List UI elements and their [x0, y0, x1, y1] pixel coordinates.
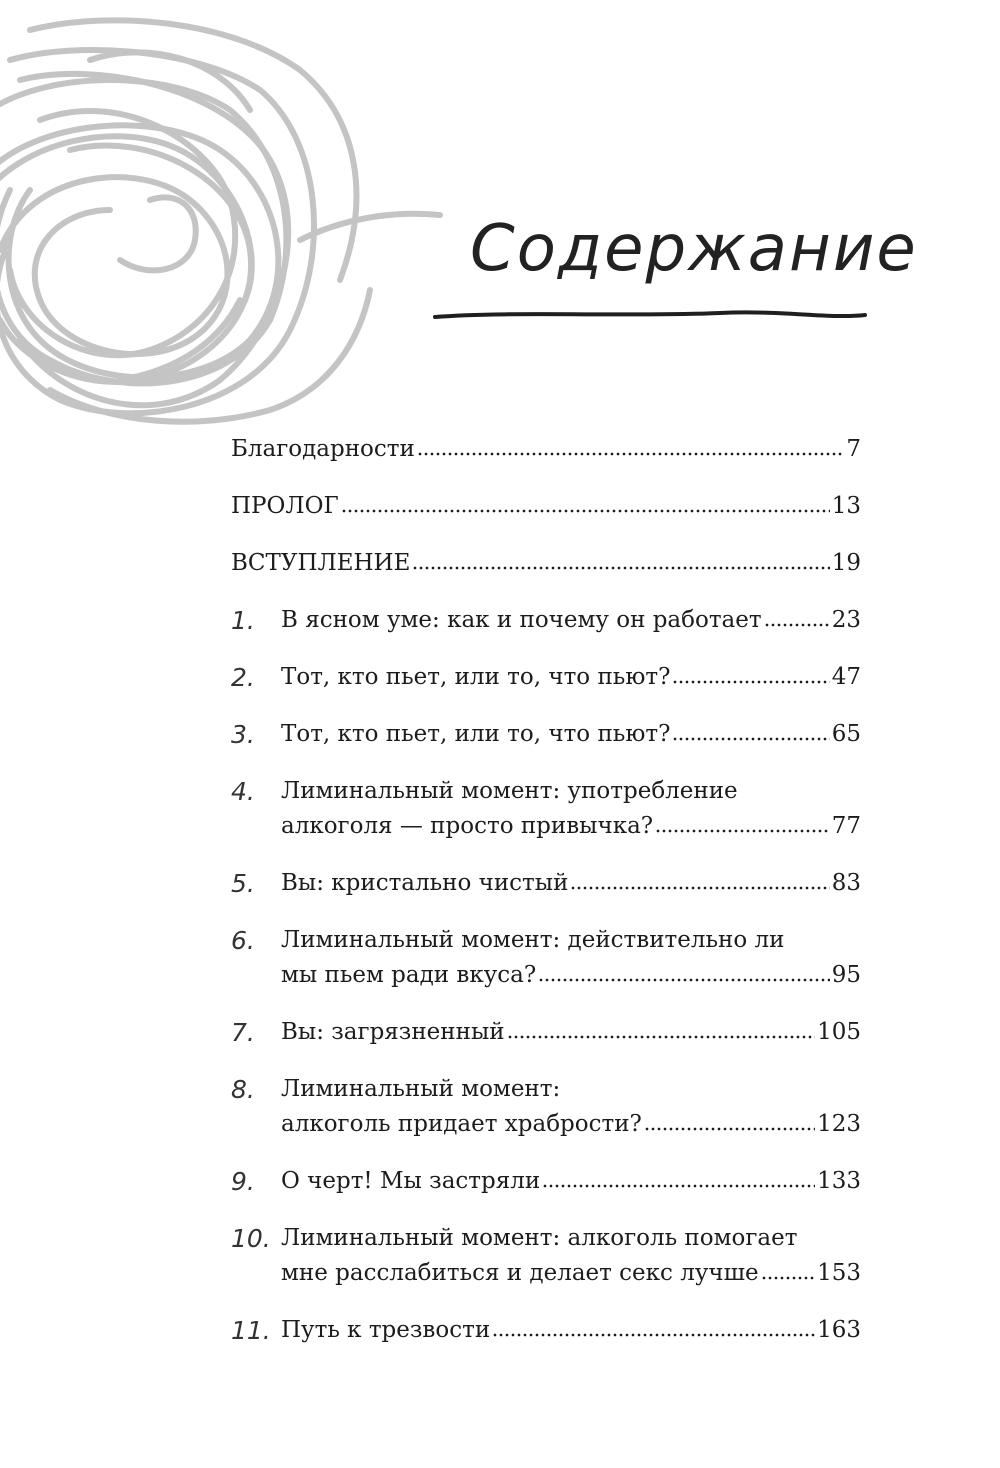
dot-leader	[672, 680, 829, 684]
chapter-number: 7.	[231, 1018, 255, 1047]
chapter-number: 10.	[231, 1224, 271, 1253]
toc-entry	[231, 1015, 861, 1050]
toc-entry	[231, 1164, 861, 1199]
entry-body	[281, 1072, 861, 1142]
entry-title: алкоголя — просто привычка?	[281, 813, 654, 839]
entry-body	[281, 923, 861, 993]
dot-leader	[507, 1035, 816, 1039]
entry-last-line	[281, 1015, 861, 1050]
entry-last-line	[281, 809, 861, 844]
entry-title: В ясном уме: как и почему он работает	[281, 607, 762, 633]
page-title: Содержание	[470, 212, 918, 286]
entry-title: Тот, кто пьет, или то, что пьют?	[281, 721, 671, 747]
toc-entry	[231, 489, 861, 524]
page-number: 163	[817, 1317, 861, 1343]
entry-title: Вы: загрязненный	[281, 1019, 505, 1045]
chapter-number: 3.	[231, 720, 255, 749]
toc-entry	[231, 717, 861, 752]
chapter-number: 11.	[231, 1316, 271, 1345]
dot-leader	[417, 452, 845, 456]
toc-entry	[231, 1221, 861, 1291]
entry-title: Путь к трезвости	[281, 1317, 491, 1343]
entry-last-line	[281, 1107, 861, 1142]
entry-title: Благодарности	[231, 436, 415, 462]
dot-leader	[655, 829, 830, 833]
entry-last-line	[231, 489, 861, 524]
entry-last-line	[281, 603, 861, 638]
entry-title: мне расслабиться и делает секс лучше	[281, 1260, 759, 1286]
toc-entry	[231, 603, 861, 638]
toc-entry	[231, 1313, 861, 1348]
page-number: 133	[817, 1168, 861, 1194]
entry-body	[231, 489, 861, 524]
chapter-number: 4.	[231, 777, 255, 806]
chapter-number: 9.	[231, 1167, 255, 1196]
dot-leader	[542, 1184, 815, 1188]
entry-last-line	[281, 660, 861, 695]
chapter-number: 8.	[231, 1075, 255, 1104]
page-number: 19	[831, 550, 861, 576]
scribble-decoration-icon	[0, 0, 460, 440]
entry-last-line	[281, 1164, 861, 1199]
entry-title: алкоголь придает храбрости?	[281, 1111, 642, 1137]
entry-last-line	[231, 432, 861, 467]
entry-title: О черт! Мы застряли	[281, 1168, 541, 1194]
toc-entry	[231, 774, 861, 844]
entry-title: ПРОЛОГ	[231, 493, 339, 519]
entry-body	[281, 1221, 861, 1291]
table-of-contents	[231, 432, 861, 1370]
entry-body	[281, 660, 861, 695]
dot-leader	[764, 623, 830, 627]
entry-title: мы пьем ради вкуса?	[281, 962, 537, 988]
chapter-number: 1.	[231, 606, 255, 635]
dot-leader	[644, 1127, 815, 1131]
entry-last-line	[281, 958, 861, 993]
entry-title-line: Лиминальный момент: действительно ли	[281, 927, 785, 953]
page-number: 83	[831, 870, 861, 896]
title-underline	[430, 300, 870, 330]
page-number: 95	[831, 962, 861, 988]
page-number: 47	[831, 664, 861, 690]
entry-body	[281, 603, 861, 638]
entry-title-line: Лиминальный момент: алкоголь помогает	[281, 1225, 798, 1251]
dot-leader	[570, 886, 829, 890]
dot-leader	[412, 566, 829, 570]
entry-title: Тот, кто пьет, или то, что пьют?	[281, 664, 671, 690]
toc-entry	[231, 432, 861, 467]
entry-body	[281, 717, 861, 752]
dot-leader	[538, 978, 830, 982]
page-number: 105	[817, 1019, 861, 1045]
toc-entry	[231, 866, 861, 901]
chapter-number: 2.	[231, 663, 255, 692]
entry-body	[231, 432, 861, 467]
page-number: 153	[817, 1260, 861, 1286]
entry-title-line: Лиминальный момент:	[281, 1076, 561, 1102]
entry-last-line	[281, 866, 861, 901]
chapter-number: 5.	[231, 869, 255, 898]
toc-entry	[231, 1072, 861, 1142]
page-number: 123	[817, 1111, 861, 1137]
page-number: 77	[831, 813, 861, 839]
entry-last-line	[281, 717, 861, 752]
entry-body	[281, 1164, 861, 1199]
dot-leader	[672, 737, 829, 741]
entry-body	[281, 866, 861, 901]
entry-title-line: Лиминальный момент: употребление	[281, 778, 738, 804]
toc-entry	[231, 660, 861, 695]
entry-last-line	[281, 1256, 861, 1291]
entry-body	[281, 774, 861, 844]
entry-last-line	[281, 1313, 861, 1348]
toc-entry	[231, 923, 861, 993]
page-number: 65	[831, 721, 861, 747]
entry-title: ВСТУПЛЕНИЕ	[231, 550, 411, 576]
entry-last-line	[231, 546, 861, 581]
entry-body	[281, 1313, 861, 1348]
page-number: 7	[846, 436, 861, 462]
page-number: 23	[831, 607, 861, 633]
toc-entry	[231, 546, 861, 581]
dot-leader	[492, 1333, 815, 1337]
dot-leader	[761, 1276, 816, 1280]
entry-body	[281, 1015, 861, 1050]
chapter-number: 6.	[231, 926, 255, 955]
dot-leader	[341, 509, 830, 513]
page-number: 13	[831, 493, 861, 519]
entry-body	[231, 546, 861, 581]
entry-title: Вы: кристально чистый	[281, 870, 569, 896]
